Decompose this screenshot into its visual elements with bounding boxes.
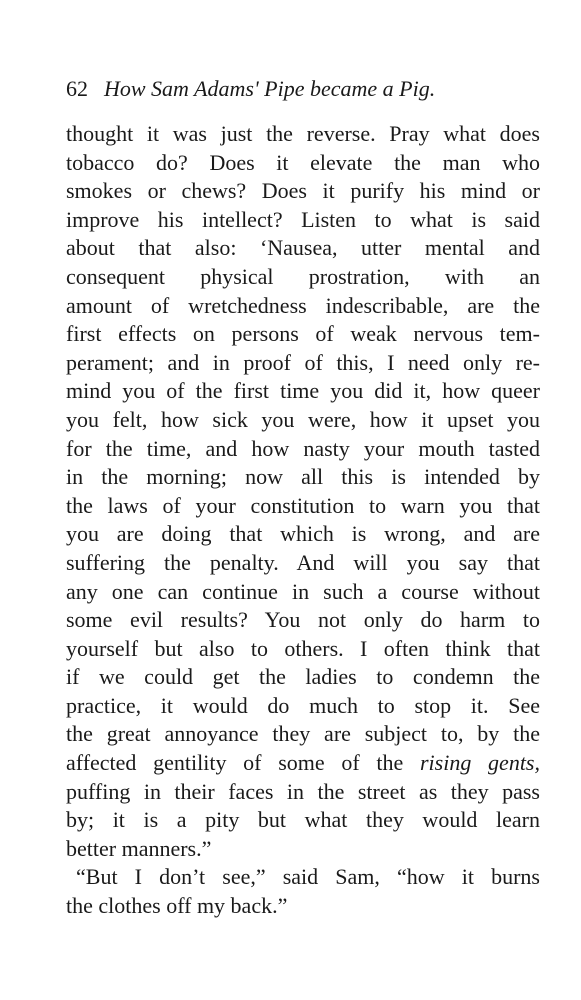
text-line: puffing in their faces in the street as they pass xyxy=(66,778,540,804)
text-line: the clothes off my back.” xyxy=(66,893,288,919)
text-line: consequent physical prostration, with an xyxy=(66,263,540,289)
text-line: first effects on persons of weak nervous tem- xyxy=(66,321,540,347)
text-line: you are doing that which is wrong, and are xyxy=(66,521,540,547)
text-segment: affected gentility of some of the xyxy=(66,750,404,776)
text-line: better manners.” xyxy=(66,835,212,861)
text-line: any one can continue in such a course without xyxy=(66,578,540,604)
text-line: perament; and in proof of this, I need only re- xyxy=(66,349,540,375)
text-line: about that also: ‘Nausea, utter mental and xyxy=(66,235,540,261)
running-head xyxy=(66,76,516,102)
text-line: some evil results? You not only do harm to xyxy=(66,607,540,633)
text-line: the great annoyance they are subject to, by the xyxy=(66,721,540,747)
text-line: practice, it would do much to stop it. See xyxy=(66,692,540,718)
text-line-with-italic xyxy=(66,749,540,778)
text-line: if we could get the ladies to condemn the xyxy=(66,664,540,690)
text-line: yourself but also to others. I often think that xyxy=(66,635,540,661)
text-line: the laws of your constitution to warn you that xyxy=(66,492,540,518)
body-text xyxy=(66,120,540,921)
text-line: suffering the penalty. And will you say that xyxy=(66,549,540,575)
text-line: tobacco do? Does it elevate the man who xyxy=(66,149,540,175)
text-line: mind you of the first time you did it, how queer xyxy=(66,378,540,404)
text-line: by; it is a pity but what they would learn xyxy=(66,807,540,833)
text-line: smokes or chews? Does it purify his mind or xyxy=(66,178,540,204)
text-line: improve his intellect? Listen to what is said xyxy=(66,206,540,232)
text-line: for the time, and how nasty your mouth tasted xyxy=(66,435,540,461)
text-line: in the morning; now all this is intended by xyxy=(66,464,540,490)
italic-phrase: rising gents, xyxy=(420,750,540,776)
page-number: 62 xyxy=(66,76,88,101)
text-line: thought it was just the reverse. Pray what does xyxy=(66,121,540,146)
text-line: “But I don’t see,” said Sam, “how it burns xyxy=(76,864,540,890)
running-title: How Sam Adams' Pipe became a Pig. xyxy=(104,76,436,101)
text-line: you felt, how sick you were, how it upset you xyxy=(66,406,540,432)
text-line: amount of wretchedness indescribable, are the xyxy=(66,292,540,318)
